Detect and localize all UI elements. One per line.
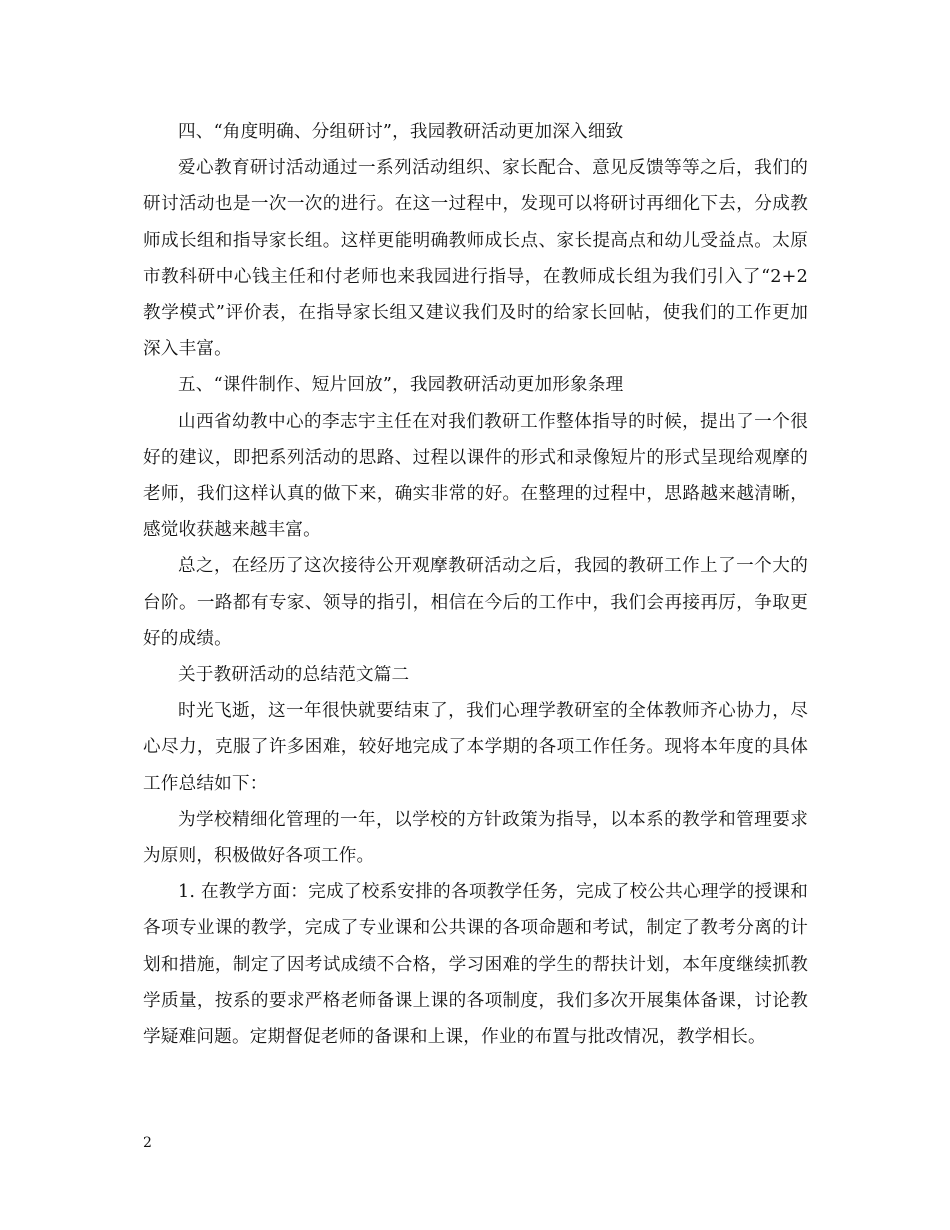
paragraph-management: 为学校精细化管理的一年，以学校的方针政策为指导，以本系的教学和管理要求为原则，积极做好各项工作。	[143, 809, 808, 867]
paragraph-year-summary: 时光飞逝，这一年很快就要结束了，我们心理学教研室的全体教师齐心协力，尽心尽力，克服了许多困难，较好地完成了本学期的各项工作任务。现将本年度的具体工作总结如下：	[143, 701, 808, 794]
paragraph-conclusion: 总之，在经历了这次接待公开观摩教研活动之后，我园的教研工作上了一个大的台阶。一路都有专家、领导的指引，相信在今后的工作中，我们会再接再厉，争取更好的成绩。	[143, 556, 808, 649]
paragraph-love-education: 爱心教育研讨活动通过一系列活动组织、家长配合、意见反馈等等之后，我们的研讨活动也是一次一次的进行。在这一过程中，发现可以将研讨再细化下去，分成教师成长组和指导家长组。这样更能明确教师成长点、家长提高点和幼儿受益点。太原市教科研中心钱主任和付老师也来我园进行指导，在教师成长组为我们引入了“2+2 教学模式”评价表，在指导家长组又建议我们及时的给家长回帖，使我们的工作更加深入丰富。	[143, 158, 808, 360]
section-heading-four: 四、“角度明确、分组研讨”，我园教研活动更加深入细致	[178, 122, 624, 142]
paragraph-teaching: 1. 在教学方面：完成了校系安排的各项教学任务，完成了校公共心理学的授课和各项专业课的教学，完成了专业课和公共课的各项命题和考试，制定了教考分离的计划和措施，制定了因考试成绩不合格，学习困难的学生的帮扶计划，本年度继续抓教学质量，按系的要求严格老师备课上课的各项制度，我们多次开展集体备课，讨论教学疑难问题。定期督促老师的备课和上课，作业的布置与批改情况，教学相长。	[143, 882, 808, 1048]
page-number: 2	[143, 1135, 152, 1151]
paragraph-courseware: 山西省幼教中心的李志宇主任在对我们教研工作整体指导的时候，提出了一个很好的建议，即把系列活动的思路、过程以课件的形式和录像短片的形式呈现给观摩的老师，我们这样认真的做下来，确实非常的好。在整理的过程中，思路越来越清晰，感觉收获越来越丰富。	[143, 411, 808, 541]
section-heading-five: 五、“课件制作、短片回放”，我园教研活动更加形象条理	[178, 375, 624, 396]
document-body	[143, 114, 808, 1055]
article-two-title: 关于教研活动的总结范文篇二	[178, 665, 410, 686]
